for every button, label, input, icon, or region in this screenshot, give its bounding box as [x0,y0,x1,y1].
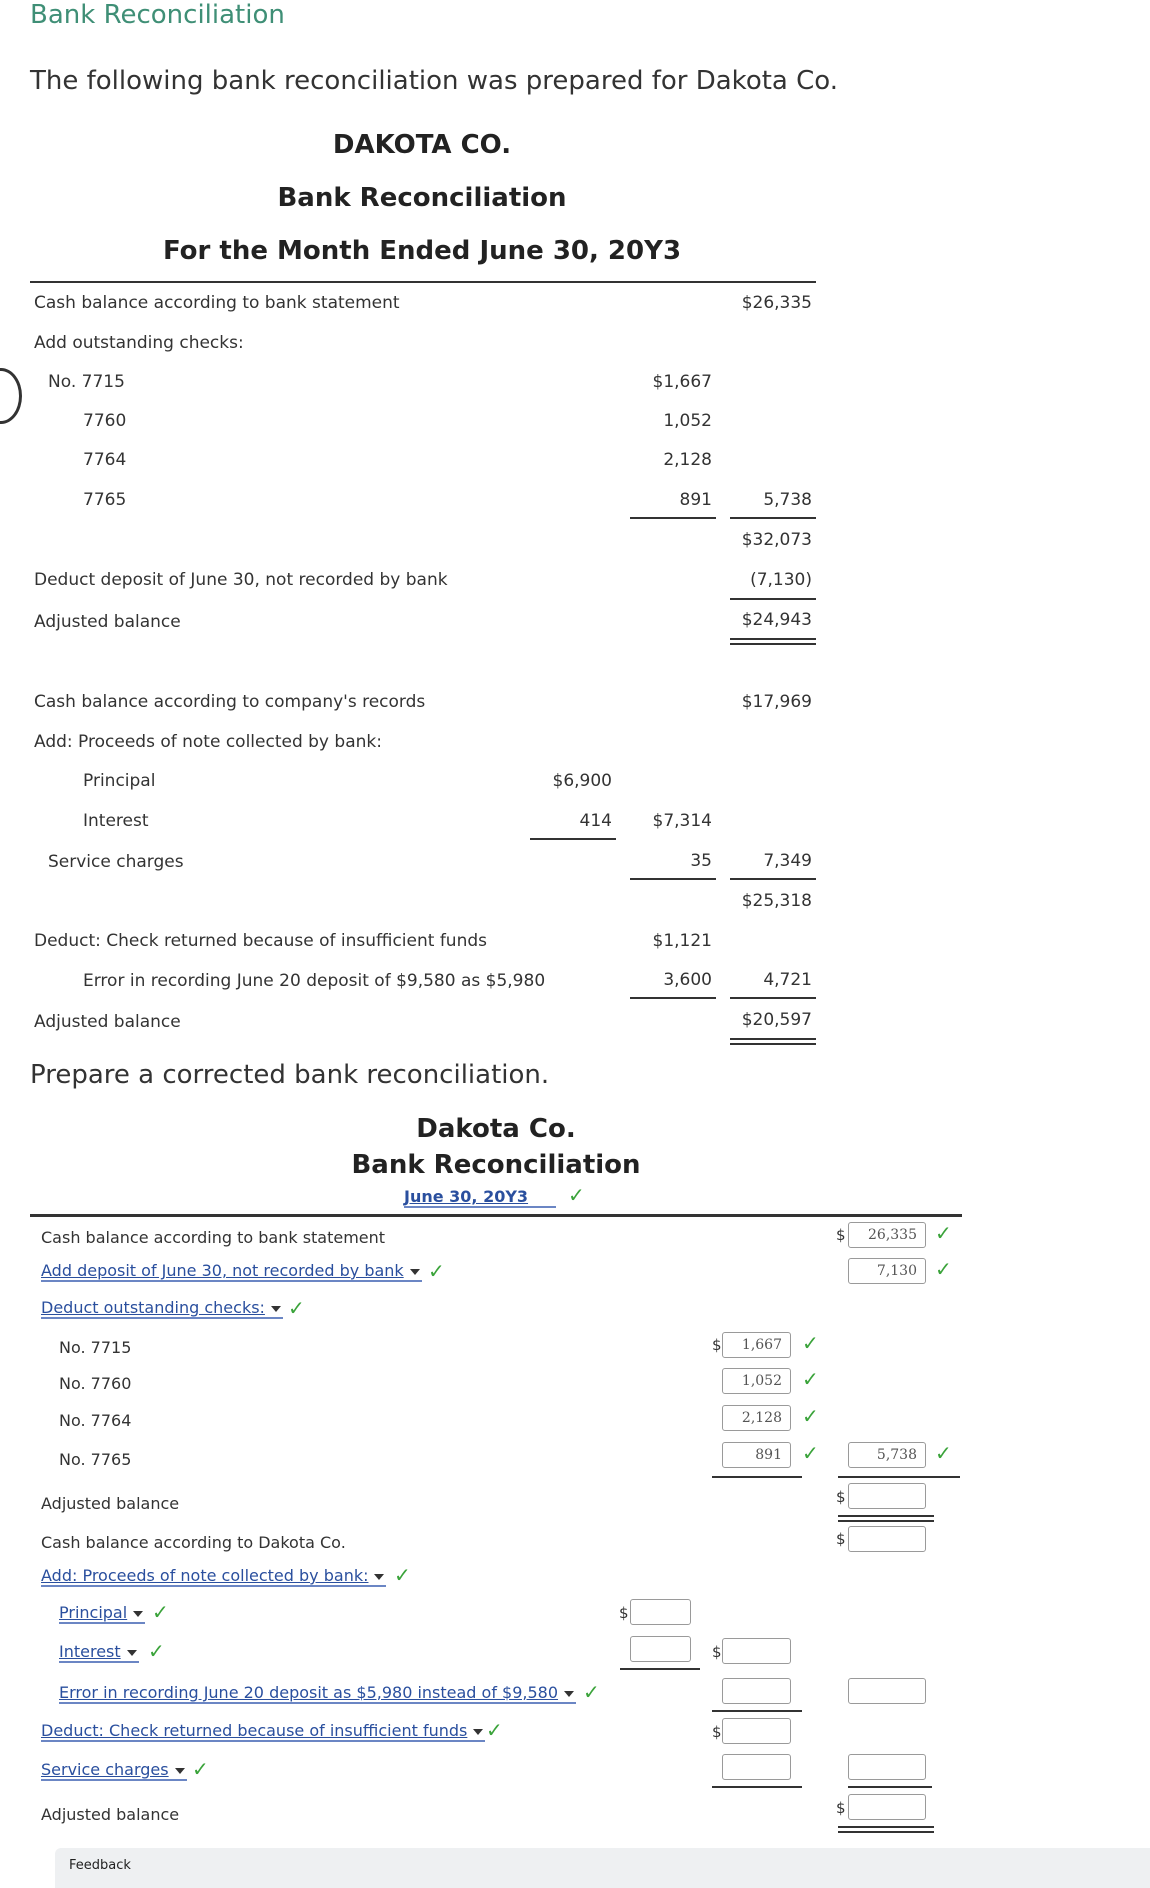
subtotal-2-value: $25,318 [741,891,812,911]
company-name: DAKOTA CO. [332,130,512,160]
dollar-sign: $ [712,1643,722,1661]
checks-total-input[interactable]: 5,738 [848,1442,926,1468]
rule [630,997,716,999]
rule [838,1476,960,1478]
chevron-down-icon [133,1611,143,1617]
deduct-total-input[interactable] [848,1754,926,1780]
principal-label: Principal [83,771,156,791]
deduct-checks-dropdown-label: Deduct outstanding checks: [41,1298,265,1317]
service-charges-input[interactable] [722,1754,791,1780]
service-charges-value: 35 [690,851,712,871]
service-charges-dropdown[interactable] [41,1760,187,1781]
rule [530,838,616,840]
check-7765-label: 7765 [83,490,127,510]
rule [712,1710,802,1712]
check-icon: ✓ [935,1221,952,1245]
feedback-panel[interactable] [55,1848,1150,1888]
corrected-header-rule [30,1214,962,1217]
add-total-value: 7,349 [763,851,812,871]
rule [838,1826,934,1833]
deduct-deposit-label: Deduct deposit of June 30, not recorded by bank [34,570,448,590]
check-icon: ✓ [288,1296,305,1320]
dollar-sign: $ [712,1336,722,1354]
add-deposit-input[interactable]: 7,130 [848,1258,926,1284]
check-7760-value: 1,052 [663,411,712,431]
adjusted-balance-2-value: $20,597 [741,1010,812,1030]
note-total-value: $7,314 [652,811,712,831]
company-balance-input[interactable] [848,1526,926,1552]
rule [838,1515,934,1522]
company-balance-label: Cash balance according to company's records [34,692,426,712]
add-note-dropdown-label: Add: Proceeds of note collected by bank: [41,1566,369,1585]
corrected-check-7715-label: No. 7715 [59,1338,132,1357]
date-dropdown[interactable] [404,1187,556,1208]
chevron-down-icon [175,1768,185,1774]
adjusted-balance-1-input[interactable] [848,1483,926,1509]
annotation-circle [0,368,22,424]
feedback-label: Feedback [69,1858,131,1873]
corrected-statement-title: Bank Reconciliation [351,1150,641,1180]
add-note-dropdown[interactable] [41,1566,386,1587]
page-title: Bank Reconciliation [30,0,285,30]
bank-balance-input[interactable]: 26,335 [848,1222,926,1248]
error-value: 3,600 [663,970,712,990]
dollar-sign: $ [836,1488,846,1506]
chevron-down-icon [564,1691,574,1697]
date-dropdown-label: June 30, 20Y3 [404,1187,529,1206]
deduct-nsf-label: Deduct: Check returned because of insufficient funds [34,931,488,951]
error-dropdown-label: Error in recording June 20 deposit as $5,980 instead of $9,580 [59,1683,559,1702]
deduct-checks-dropdown[interactable] [41,1298,283,1319]
interest-dropdown-label: Interest [59,1642,121,1661]
add-deposit-dropdown[interactable] [41,1261,422,1282]
adjusted-balance-2-input[interactable] [848,1794,926,1820]
header-rule [30,281,816,283]
rule [730,997,816,999]
corrected-adjusted-balance-1-label: Adjusted balance [41,1494,180,1513]
interest-value: 414 [579,811,612,831]
intro-text: The following bank reconciliation was prepared for Dakota Co. [30,66,838,96]
deduct-nsf-dropdown[interactable] [41,1721,485,1742]
statement-period: For the Month Ended June 30, 20Y3 [162,236,682,266]
check-icon: ✓ [935,1441,952,1465]
check-icon: ✓ [568,1183,585,1207]
error-input[interactable] [722,1678,791,1704]
adjusted-balance-1-value: $24,943 [741,610,812,630]
check-icon: ✓ [192,1757,209,1781]
chevron-down-icon [271,1306,281,1312]
add-deposit-dropdown-label: Add deposit of June 30, not recorded by bank [41,1261,404,1280]
principal-dropdown[interactable] [59,1603,145,1624]
adjusted-balance-2-label: Adjusted balance [34,1012,181,1032]
dollar-sign: $ [836,1799,846,1817]
deduct-deposit-value: (7,130) [750,570,812,590]
check-7764-input[interactable]: 2,128 [722,1405,791,1431]
service-charges-label: Service charges [48,852,184,872]
chevron-down-icon [473,1729,483,1735]
check-icon: ✓ [802,1404,819,1428]
note-total-input[interactable] [722,1638,791,1664]
dollar-sign: $ [836,1226,846,1244]
check-7760-label: 7760 [83,411,127,431]
check-7760-input[interactable]: 1,052 [722,1368,791,1394]
chevron-down-icon [410,1269,420,1275]
check-icon: ✓ [148,1639,165,1663]
rule [630,517,716,519]
corrected-company-balance-label: Cash balance according to Dakota Co. [41,1533,346,1552]
interest-dropdown[interactable] [59,1642,139,1663]
check-7765-input[interactable]: 891 [722,1442,791,1468]
statement-title: Bank Reconciliation [277,183,567,213]
rule [848,1786,932,1788]
check-7764-label: 7764 [83,450,127,470]
check-icon: ✓ [394,1563,411,1587]
rule [730,517,816,519]
check-7715-input[interactable]: 1,667 [722,1332,791,1358]
corrected-check-7764-label: No. 7764 [59,1411,132,1430]
add-total-input[interactable] [848,1678,926,1704]
corrected-bank-balance-label: Cash balance according to bank statement [41,1228,386,1247]
interest-label: Interest [83,811,149,831]
rule [730,598,816,600]
check-icon: ✓ [428,1259,445,1283]
principal-input[interactable] [630,1599,691,1625]
corrected-check-7765-label: No. 7765 [59,1450,132,1469]
deduct-nsf-value: $1,121 [652,931,712,951]
chevron-down-icon [127,1650,137,1656]
check-7764-value: 2,128 [663,450,712,470]
subtotal-1-value: $32,073 [741,530,812,550]
check-icon: ✓ [486,1718,503,1742]
deduct-nsf-input[interactable] [722,1718,791,1744]
error-label: Error in recording June 20 deposit of $9,580 as $5,980 [83,971,546,991]
rule [630,878,716,880]
principal-dropdown-label: Principal [59,1603,128,1622]
interest-input[interactable] [630,1636,691,1662]
corrected-prompt: Prepare a corrected bank reconciliation. [30,1060,550,1090]
check-icon: ✓ [935,1257,952,1281]
corrected-company-name: Dakota Co. [416,1114,576,1144]
corrected-adjusted-balance-2-label: Adjusted balance [41,1805,180,1824]
bank-balance-label: Cash balance according to bank statement [34,293,400,313]
check-icon: ✓ [802,1441,819,1465]
dollar-sign: $ [712,1723,722,1741]
rule [730,638,816,645]
add-outstanding-label: Add outstanding checks: [34,333,244,353]
add-note-label: Add: Proceeds of note collected by bank: [34,732,382,752]
bank-balance-value: $26,335 [741,293,812,313]
check-icon: ✓ [802,1331,819,1355]
principal-value: $6,900 [552,771,612,791]
check-icon: ✓ [152,1600,169,1624]
chevron-down-icon [374,1574,384,1580]
rule [620,1668,700,1670]
deduct-total-value: 4,721 [763,970,812,990]
service-charges-dropdown-label: Service charges [41,1760,169,1779]
checks-total-value: 5,738 [763,490,812,510]
check-7765-value: 891 [679,490,712,510]
rule [712,1476,802,1478]
check-icon: ✓ [583,1680,600,1704]
corrected-check-7760-label: No. 7760 [59,1374,132,1393]
dollar-sign: $ [836,1530,846,1548]
deduct-nsf-dropdown-label: Deduct: Check returned because of insufficient funds [41,1721,468,1740]
adjusted-balance-1-label: Adjusted balance [34,612,181,632]
rule [730,1038,816,1045]
rule [730,878,816,880]
check-7715-label: No. 7715 [48,372,125,392]
dollar-sign: $ [619,1604,629,1622]
check-icon: ✓ [802,1367,819,1391]
company-balance-value: $17,969 [741,692,812,712]
rule [712,1786,802,1788]
check-7715-value: $1,667 [652,372,712,392]
error-dropdown[interactable] [59,1683,576,1704]
